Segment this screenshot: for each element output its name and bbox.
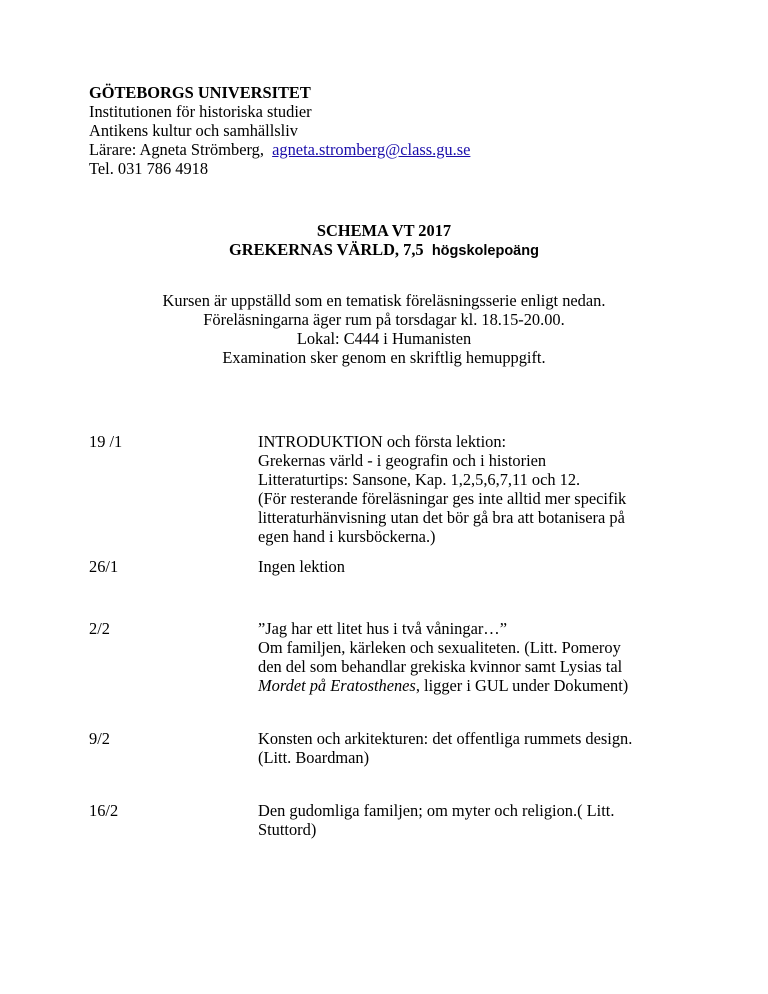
teacher-line [89, 140, 470, 159]
session-line: Den gudomliga familjen; om myter och religion.( Litt. [258, 801, 615, 820]
session-line: Konsten och arkitekturen: det offentliga rummets design. [258, 729, 633, 748]
course-title: GREKERNAS VÄRLD, 7,5 [229, 240, 424, 259]
session-date: 9/2 [89, 729, 110, 748]
session-line [258, 676, 698, 695]
session-line: Stuttord) [258, 820, 317, 839]
program-name: Antikens kultur och samhällsliv [89, 121, 298, 140]
intro-line-1: Kursen är uppställd som en tematisk föreläsningsserie enligt nedan. [162, 291, 606, 310]
session-description [258, 801, 698, 839]
session-description [258, 729, 698, 767]
session-date: 2/2 [89, 619, 110, 638]
phone-line: Tel. 031 786 4918 [89, 159, 209, 178]
course-title-line [0, 240, 768, 261]
session-line: INTRODUKTION och första lektion: [258, 432, 507, 451]
schedule-title-line1: SCHEMA VT 2017 [316, 221, 452, 240]
session-date: 16/2 [89, 801, 119, 820]
session-line: Ingen lektion [258, 557, 345, 576]
teacher-label: Lärare: Agneta Strömberg, [89, 140, 264, 159]
session-line: den del som behandlar grekiska kvinnor samt Lysias tal [258, 657, 623, 676]
session-line: Om familjen, kärleken och sexualiteten. (Litt. Pomeroy [258, 638, 621, 657]
reading-location: , ligger i GUL under Dokument) [415, 676, 629, 695]
session-line: (Litt. Boardman) [258, 748, 370, 767]
session-line: (För resterande föreläsningar ges inte alltid mer specifik [258, 489, 627, 508]
course-intro [0, 291, 768, 367]
session-description [258, 432, 698, 546]
reading-title: Mordet på Eratosthenes [258, 676, 416, 695]
session-line: Litteraturtips: Sansone, Kap. 1,2,5,6,7,11 och 12. [258, 470, 581, 489]
session-description [258, 619, 698, 695]
session-line: egen hand i kursböckerna.) [258, 527, 436, 546]
intro-line-3: Lokal: C444 i Humanisten [296, 329, 472, 348]
university-name: GÖTEBORGS UNIVERSITET [89, 83, 311, 102]
session-date: 26/1 [89, 557, 119, 576]
session-line: ”Jag har ett litet hus i två våningar…” [258, 619, 507, 638]
session-line: Grekernas värld - i geografin och i historien [258, 451, 547, 470]
email-link[interactable]: agneta.stromberg@class.gu.se [272, 140, 471, 159]
session-description [258, 557, 698, 576]
session-line: litteraturhänvisning utan det bör gå bra att botanisera på [258, 508, 625, 527]
institution-name: Institutionen för historiska studier [89, 102, 312, 121]
schedule-title [0, 221, 768, 261]
intro-line-4: Examination sker genom en skriftlig hemuppgift. [222, 348, 546, 367]
course-credits: högskolepoäng [431, 243, 539, 259]
document-header [89, 83, 470, 178]
intro-line-2: Föreläsningarna äger rum på torsdagar kl. 18.15-20.00. [203, 310, 565, 329]
session-date: 19 /1 [89, 432, 123, 451]
